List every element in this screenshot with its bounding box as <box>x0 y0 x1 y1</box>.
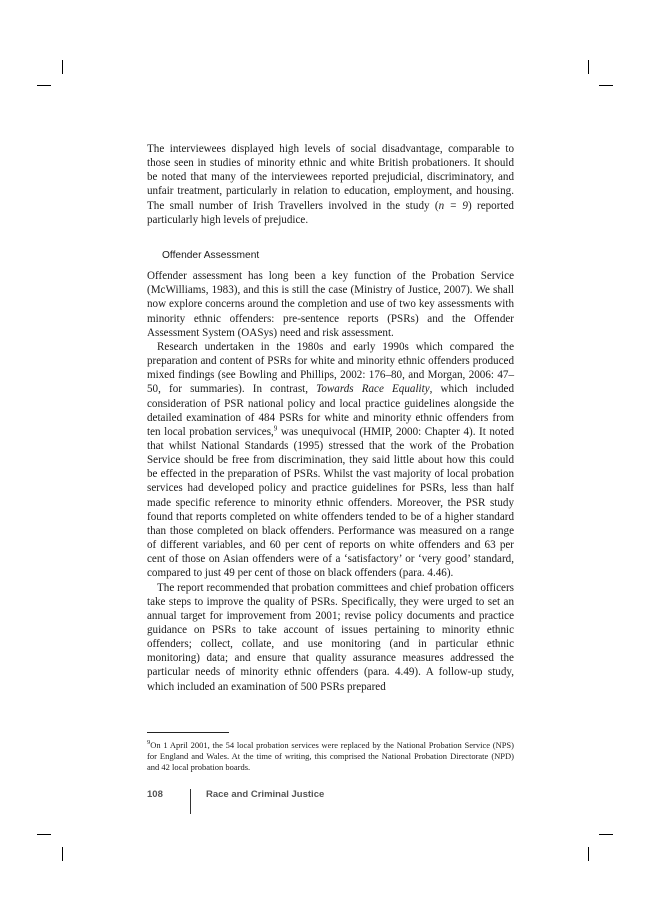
paragraph: Offender assessment has long been a key function of the Probation Service (McWilliams, 1983), and this is still the case (Ministry of Justice, 2007). We shall now explore concerns around the completion and use of two key assessments with minority ethnic offenders: pre-sentence reports (PSRs) and the Offender Assessment System (OASys) need and risk assessment. <box>147 270 514 339</box>
crop-mark <box>62 847 63 861</box>
page-footer <box>147 789 514 819</box>
report-title: Towards Race Equality <box>316 383 430 396</box>
crop-mark <box>37 834 51 835</box>
footnote-divider <box>147 732 229 733</box>
crop-mark <box>588 60 589 74</box>
footer-divider <box>190 789 191 814</box>
crop-mark <box>588 847 589 861</box>
footnote: $^9$On 1 April 2001, the 54 local probation services were replaced by the National Probation Service (NPS) for England and Wales. At the time of writing, this comprised the National Probation Directorate (NPD) and 42 local probation boards. <box>147 739 514 772</box>
body-text <box>147 142 514 694</box>
intro-paragraph: The interviewees displayed high levels of social disadvantage, comparable to those seen in studies of minority ethnic and white British probationers. It should be noted that many of the interviewees reported prejudicial, discriminatory, and unfair treatment, particularly in relation to education, employment, and housing. The small number of Irish Travellers involved in the study (n = 9) reported particularly high levels of prejudice. <box>147 143 514 226</box>
paragraph: The report recommended that probation committees and chief probation officers take steps to improve the quality of PSRs. Specifically, they were urged to set an annual target for improvement from 2001; revise policy documents and practice guidance on PSRs to take account of issues pertaining to minority ethnic offenders; collect, collate, and use monitoring (and in particular ethnic monitoring) data; and ensure that quality assurance measures addressed the particular needs of minority ethnic offenders (para. 4.49). A follow-up study, which included an examination of 500 PSRs prepared <box>147 581 514 693</box>
crop-mark <box>599 85 613 86</box>
page-number: 108 <box>147 789 163 800</box>
crop-mark <box>62 60 63 74</box>
footnote-ref[interactable]: 9 <box>273 424 278 433</box>
footnote-number: 9 <box>147 739 151 746</box>
crop-mark <box>37 85 51 86</box>
running-title: Race and Criminal Justice <box>206 789 325 800</box>
paragraph: Research undertaken in the 1980s and early 1990s which compared the preparation and content of PSRs for white and minority ethnic offenders produced mixed findings (see Bowling and Phillips, 2002: 176–80, and Morgan, 2006: 47–50, for summaries). In contrast, Towards Race Equality, which included consideration of PSR national policy and local practice guidelines alongside the detailed examination of 484 PSRs for white and minority ethnic offenders from ten local probation services,$^9$ was unequivocal (HMIP, 2000: Chapter 4). It noted that whilst National Standards (1995) stressed that the work of the Probation Service should be free from discrimination, they said little about how this could be effected in the preparation of PSRs. Whilst the vast majority of local probation services had developed policy and practice guidelines for PSRs, less than half made specific reference to minority ethnic offenders. Moreover, the PSR study found that reports completed on white offenders tended to be of a higher standard than those completed on black offenders. Performance was measured on a range of different variables, and 60 per cent of reports on white offenders and 63 per cent of those on Asian offenders were of a ‘satisfactory’ or ‘very good’ standard, compared to just 49 per cent of those on black offenders (para. 4.46). <box>147 340 514 580</box>
section-heading: Offender Assessment <box>162 249 260 261</box>
crop-mark <box>599 834 613 835</box>
sample-size: n = 9 <box>438 199 468 212</box>
